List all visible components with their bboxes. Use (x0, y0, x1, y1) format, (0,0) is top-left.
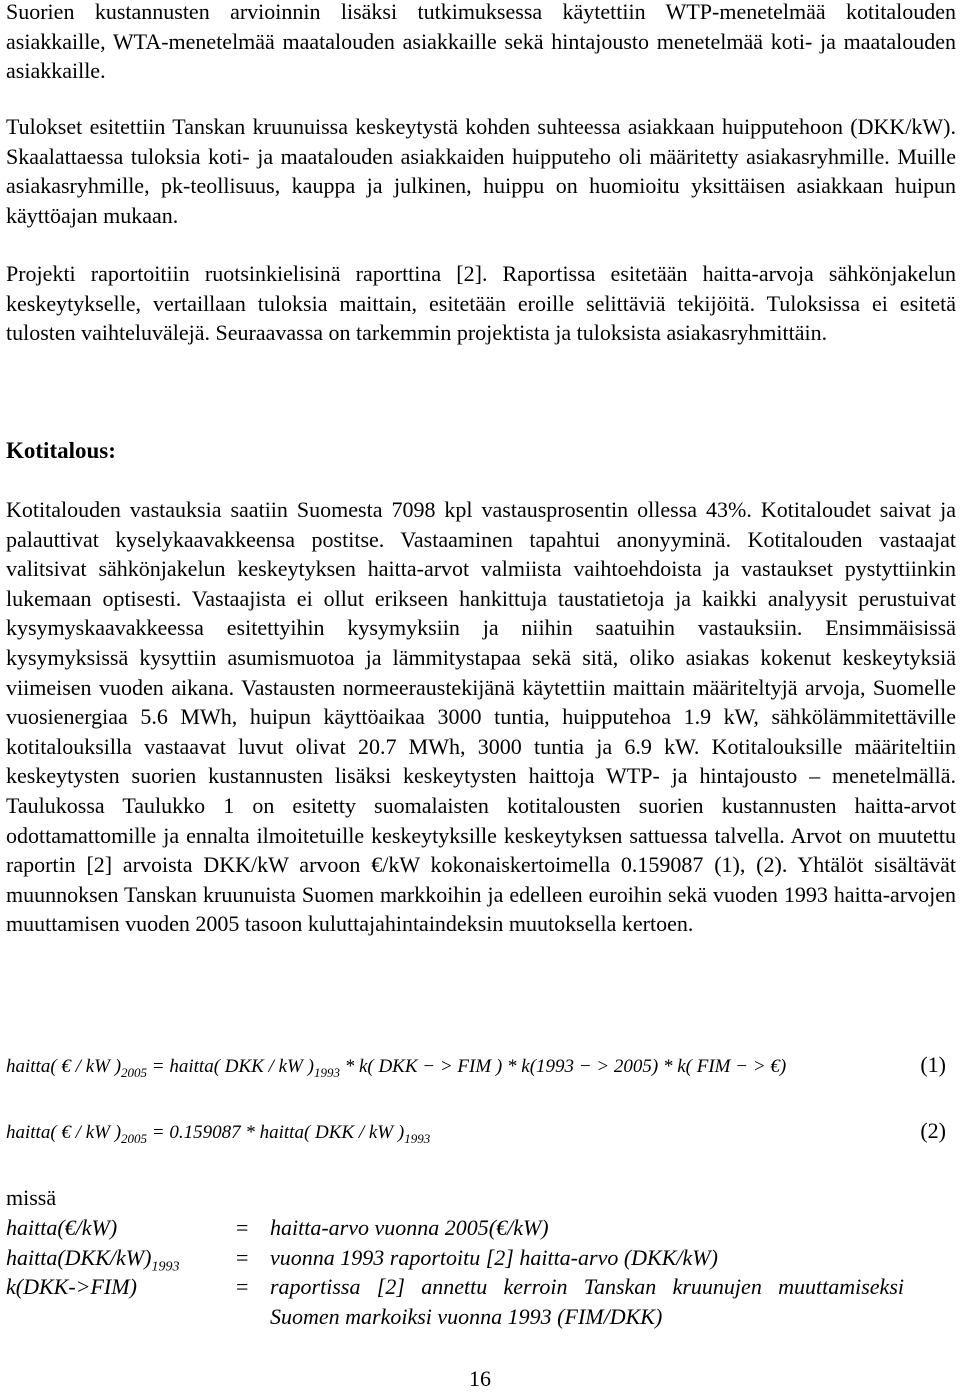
definition-row (6, 1272, 956, 1331)
equation-2-formula: haitta( € / kW )$_{2005} = 0.159087$ * haitta( DKK / kW )$_{1993}$ (6, 1122, 431, 1146)
definition-term: $haitta(DKK/kW)_{1993}$ (6, 1244, 180, 1274)
paragraph-methods: Suorien kustannusten arvioinnin lisäksi tutkimuksessa käytettiin WTP-menetelmää kotitalouden asiakkaille, WTA-menetelmää maatalouden asiakkaille sekä hintajousto menetelmää koti- ja maatalouden asiakkaille. (6, 0, 956, 84)
definition-description: raportissa [2] annettu kerroin Tanskan kruunujen muuttamiseksi Suomen markoiksi vuonna 1993 (FIM/DKK) (270, 1274, 904, 1329)
definition-equals: = (236, 1244, 249, 1270)
equation-1-formula: haitta( € / kW )$_{2005}$ = haitta( DKK / kW )$_{1993} * k$( DKK − > FIM ) * k(1993 − > 2005) * k( FIM − > €) (6, 1056, 787, 1080)
paragraph-results: Tulokset esitettiin Tanskan kruunuissa keskeytystä kohden suhteessa asiakkaan huipputehoon (DKK/kW). Skaalattaessa tuloksia koti- ja maatalouden asiakkaiden huipputeho oli määritetty asiakasryhmille. Muille asiakasryhmille, pk-teollisuus, kauppa ja julkinen, huippu on huomioitu yksittäisen asiakkaan huipun käyttöajan mukaan. (6, 114, 956, 228)
definition-row (6, 1213, 956, 1243)
equation-2-number: (2) (920, 1118, 946, 1143)
equation-2 (6, 1118, 956, 1152)
definition-row (6, 1243, 956, 1273)
definition-equals: = (236, 1274, 249, 1299)
paragraph-report: Projekti raportoitiin ruotsinkielisinä raporttina [2]. Raportissa esitetään haitta-arvoja sähkönjakelun keskeytykselle, vertaillaan tuloksia maittain, esitetään eroille selittäviä tekijöitä. Tuloksissa ei esitetä tulosten vaihteluvälejä. Seuraavassa on tarkemmin projektista ja tuloksista asiakasryhmittäin. (6, 261, 956, 346)
definition-description: haitta-arvo vuonna 2005(€/kW) (270, 1215, 549, 1240)
equation-1-number: (1) (920, 1052, 946, 1077)
definition-term: k(DKK->FIM) (6, 1274, 137, 1299)
definition-description: vuonna 1993 raportoitu [2] haitta-arvo (DKK/kW) (270, 1244, 718, 1270)
definition-equals: = (236, 1215, 249, 1240)
page-number: 16 (469, 1366, 491, 1391)
definitions-intro: missä (6, 1185, 57, 1210)
definition-term: haitta(€/kW) (6, 1215, 118, 1240)
section-heading: Kotitalous: (6, 438, 116, 463)
definitions-list (6, 1183, 956, 1331)
equation-1 (6, 1052, 956, 1086)
paragraph-households: Kotitalouden vastauksia saatiin Suomesta 7098 kpl vastausprosentin ollessa 43%. Kotitaloudet saivat ja palauttivat kyselykaavakkeensa postitse. Vastaaminen tapahtui anonyyminä. Kotitalouden vastaajat valitsivat sähkönjakelun keskeytyksen haitta-arvot valmiista vaihtoehdoista ja vastaukset pystyttiinkin lukemaan optisesti. Vastaajista ei ollut erikseen hankittuja taustatietoja ja kaikki analyysit perustuivat kysymyskaavakkeessa esitettyihin kysymyksiin ja niihin saatuihin vastauksiin. Ensimmäisissä kysymyksissä kysyttiin asumismuotoa ja lämmitystapaa sekä sitä, oliko asiakas kokenut keskeytyksiä viimeisen vuoden aikana. Vastausten normeeraustekijänä käytettiin maittain määriteltyjä arvoja, Suomelle vuosienergiaa 5.6 MWh, huipun käyttöaikaa 3000 tuntia, huipputehoa 1.9 kW, sähkölämmitettäville kotitalouksilla vastaavat luvut olivat 20.7 MWh, 3000 tuntia ja 6.9 kW. Kotitalouksille määriteltiin keskeytysten suorien kustannusten lisäksi keskeytysten haittoja WTP- ja hintajousto – menetelmällä. Taulukossa Taulukko 1 on esitetty suomalaisten kotitalousten suorien kustannusten haitta-arvot odottamattomille ja ennalta ilmoitetuille keskeytyksille keskeytyksen sattuessa talvella. Arvot on muutettu raportin [2] arvoista DKK/kW arvoon €/kW kokonaiskertoimella 0.159087 (1), (2). Yhtälöt sisältävät muunnoksen Tanskan kruunuista Suomen markkoihin ja edelleen euroihin sekä vuoden 1993 haitta-arvojen muuttamisen vuoden 2005 tasoon kuluttajahintaindeksin muutoksella kertoen. (6, 497, 956, 937)
